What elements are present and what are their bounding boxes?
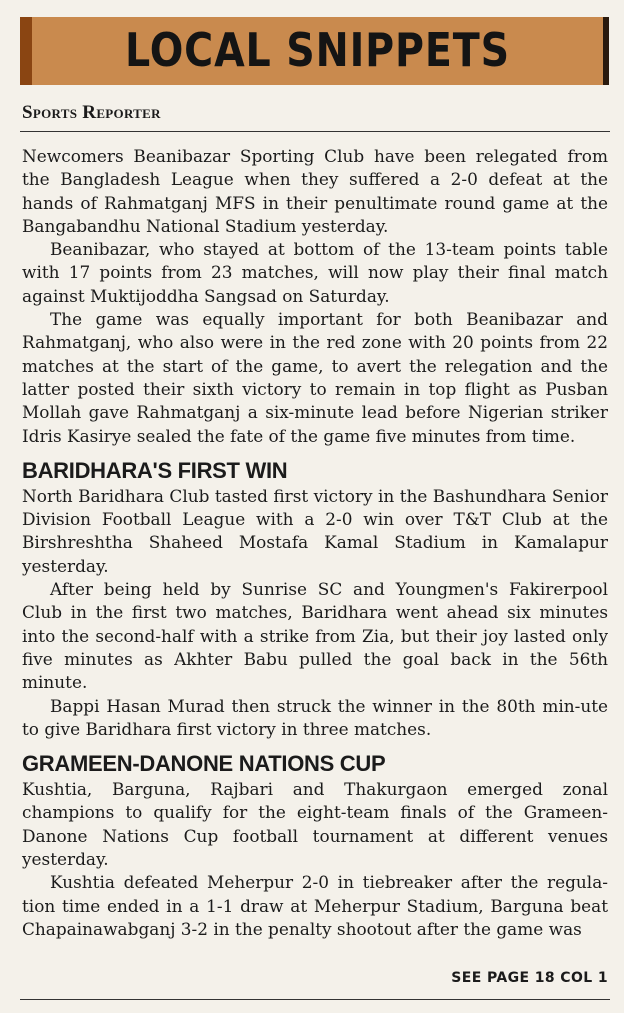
story1-paragraph-3: The game was equally important for both Beanibazar and Rahmatganj, who also were in the red zone with 20 points from 22 matches at the start of the game, to avert the relegation and the latter posted their sixth victory to remain in top flight as Pusban Mollah gave Rahmatganj a six-minute lead before Nigerian striker Idris Kasirye sealed the fate of the game five minutes from time. <box>22 309 608 446</box>
story3-heading: GRAMEEN-DANONE NATIONS CUP <box>22 751 386 777</box>
byline: Sports Reporter <box>22 102 161 123</box>
story2-paragraph-3: Bappi Hasan Murad then struck the winner in the 80th min-ute to give Baridhara first victory in three matches. <box>22 695 608 739</box>
continuation-note: SEE PAGE 18 COL 1 <box>451 970 608 986</box>
story2-paragraph-2: After being held by Sunrise SC and Youngmen's Fakirerpool Club in the first two matches, Baridhara went ahead six minutes into the second-half with a strike from Zia, but their joy lasted only five minutes as Akhter Babu pulled the goal back in the 56th minute. <box>22 579 608 693</box>
story3-paragraph-2: Kushtia defeated Meherpur 2-0 in tiebreaker after the regula-tion time ended in a 1-1 draw at Meherpur Stadium, Barguna beat Chapainawabganj 3-2 in the penalty shootout after the game was <box>22 872 608 939</box>
article-body <box>22 145 608 941</box>
divider-bottom <box>20 999 610 1000</box>
story1-paragraph-1: Newcomers Beanibazar Sporting Club have been relegated from the Bangladesh League when they suffered a 2-0 defeat at the hands of Rahmatganj MFS in their penultimate round game at the Bangabandhu National Stadium yesterday. <box>22 146 608 236</box>
story2-heading: BARIDHARA'S FIRST WIN <box>22 457 288 483</box>
divider-top <box>20 131 610 132</box>
story3-paragraph-1: Kushtia, Barguna, Rajbari and Thakurgaon emerged zonal champions to qualify for the eight-team finals of the Grameen-Danone Nations Cup football tournament at different venues yesterday. <box>22 779 608 870</box>
section-banner <box>20 17 609 85</box>
story2-paragraph-1: North Baridhara Club tasted first victory in the Bashundhara Senior Division Football League with a 2-0 win over T&T Club at the Birshreshtha Shaheed Mostafa Kamal Stadium in Kamalapur yesterday. <box>22 485 608 576</box>
section-title: LOCAL SNIPPETS <box>125 23 510 77</box>
story1-paragraph-2: Beanibazar, who stayed at bottom of the 13-team points table with 17 points from 23 matches, will now play their final match against Muktijoddha Sangsad on Saturday. <box>22 239 608 306</box>
